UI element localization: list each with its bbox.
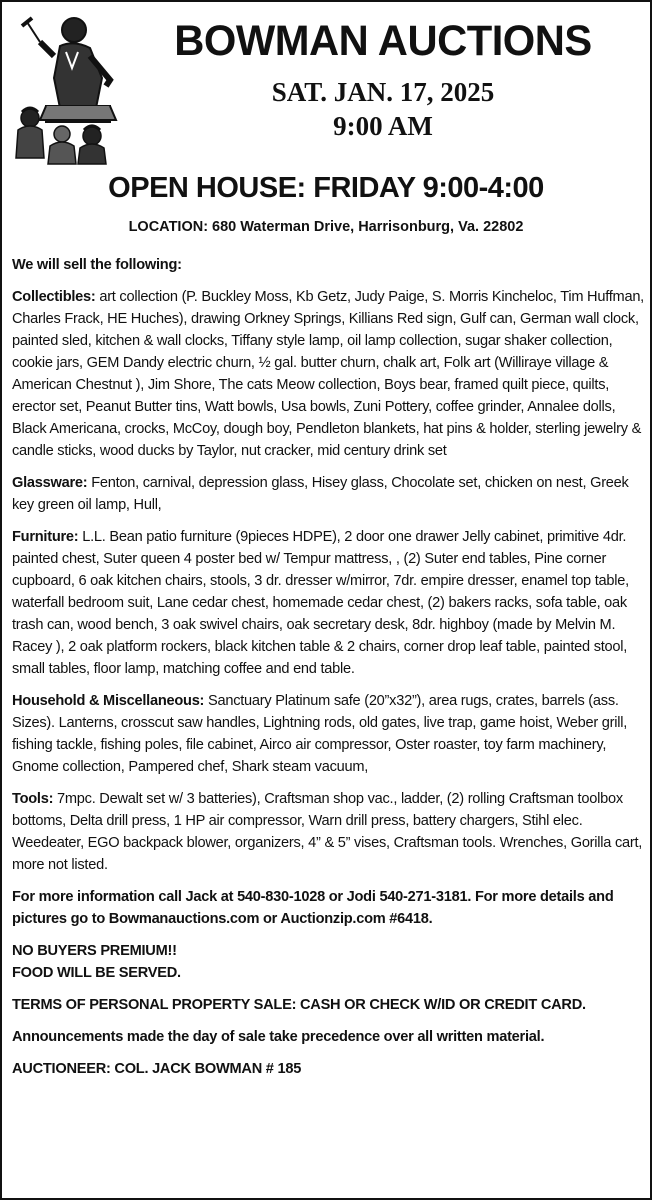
location-line: LOCATION: 680 Waterman Drive, Harrisonburg, Va. 22802 [128,219,524,235]
auction-date: SAT. JAN. 17, 2025 [271,77,495,107]
announcements-line: Announcements made the day of sale take precedence over all written material. [12,1029,545,1045]
furniture-section [12,526,644,680]
company-title: BOWMAN AUCTIONS [174,17,592,65]
collectibles-section [12,286,644,462]
food-line: FOOD WILL BE SERVED. [12,965,181,981]
section-text: 7mpc. Dewalt set w/ 3 batteries), Craftsman shop vac., ladder, (2) rolling Craftsman toolbox bottoms, Delta drill press, 1 HP air compressor, Warn drill press, battery chargers, Stihl elec. Weedeater, EGO backpack blower, organizers, 4” & 5” vises, Craftsman tools. Wrenches, Gorilla cart, more not listed. [12,791,643,873]
glassware-section [12,472,644,516]
tools-section [12,788,644,876]
open-house-heading: OPEN HOUSE: FRIDAY 9:00-4:00 [108,172,544,204]
section-label: Furniture: [12,529,79,545]
section-text: Sanctuary Platinum safe (20”x32”), area rugs, crates, barrels (ass. Sizes). Lanterns, crosscut saw handles, Lightning rods, old gates, live trap, game hoist, Weber grill, fishing tackle, fishing poles, file cabinet, Airco air compressor, Oster roaster, toy farm machinery, Gnome collection, Pampered chef, Shark steam vacuum, [12,693,628,775]
section-label: Household & Miscellaneous: [12,693,205,709]
auctioneer-logo-icon [10,8,120,166]
section-label: Tools: [12,791,54,807]
section-label: Collectibles: [12,289,96,305]
contact-info: For more information call Jack at 540-830-1028 or Jodi 540-271-3181. For more details and pictures go to Bowmanauctions.com or Auctionzip.com #6418. [12,889,614,927]
intro-line: We will sell the following: [12,257,182,273]
section-text: art collection (P. Buckley Moss, Kb Getz, Judy Paige, S. Morris Kincheloc, Tim Huffman, Charles Frack, HE Huches), drawing Orkney Springs, Killians Red sign, Gulf can, German wall clock, painted sled, kitchen & wall clocks, Tiffany style lamp, oil lamp collection, sugar shaker collection, cookie jars, GEM Dandy electric churn, ½ gal. butter churn, chalk art, Folk art (Williraye village & American Chestnut ), Jim Shore, The cats Meow collection, Boys bear, framed quilt piece, quilts, erector set, Peanut Butter tins, Watt bowls, Usa bowls, Zuni Pottery, coffee grinder, Annalee dolls, Black Americana, crocks, McCoy, dough boy, Pendleton blankets, hat pins & holder, sterling jewelry & candle sticks, wood ducks by Taylor, nut cracker, mid century drink set [12,289,644,459]
household-section [12,690,644,778]
premium-food-notice [12,940,644,984]
ad-body [12,254,644,1090]
auction-time: 9:00 AM [333,111,433,141]
auctioneer-line: AUCTIONEER: COL. JACK BOWMAN # 185 [12,1061,302,1077]
section-text: L.L. Bean patio furniture (9pieces HDPE), 2 door one drawer Jelly cabinet, primitive 4dr. painted chest, Suter queen 4 poster bed w/ Tempur mattress, , (2) Suter end tables, Pine corner cupboard, 6 oak kitchen chairs, stools, 3 dr. dresser w/mirror, 7dr. empire dresser, enamel top table, waterfall bedroom suit, Lane cedar chest, homemade cedar chest, (2) bakers racks, sofa table, oak trash can, wood bench, 3 oak swivel chairs, oak secretary desk, 8dr. highboy (made by Melvin M. Racey ), 2 oak platform rockers, black kitchen table & 2 chairs, corner drop leaf table, painted stool, small tables, floor lamp, matching coffee and end table. [12,529,629,677]
section-label: Glassware: [12,475,88,491]
terms-line: TERMS OF PERSONAL PROPERTY SALE: CASH OR CHECK W/ID OR CREDIT CARD. [12,997,586,1013]
no-premium-line: NO BUYERS PREMIUM!! [12,943,177,959]
section-text: Fenton, carnival, depression glass, Hisey glass, Chocolate set, chicken on nest, Greek key green oil lamp, Hull, [12,475,629,513]
